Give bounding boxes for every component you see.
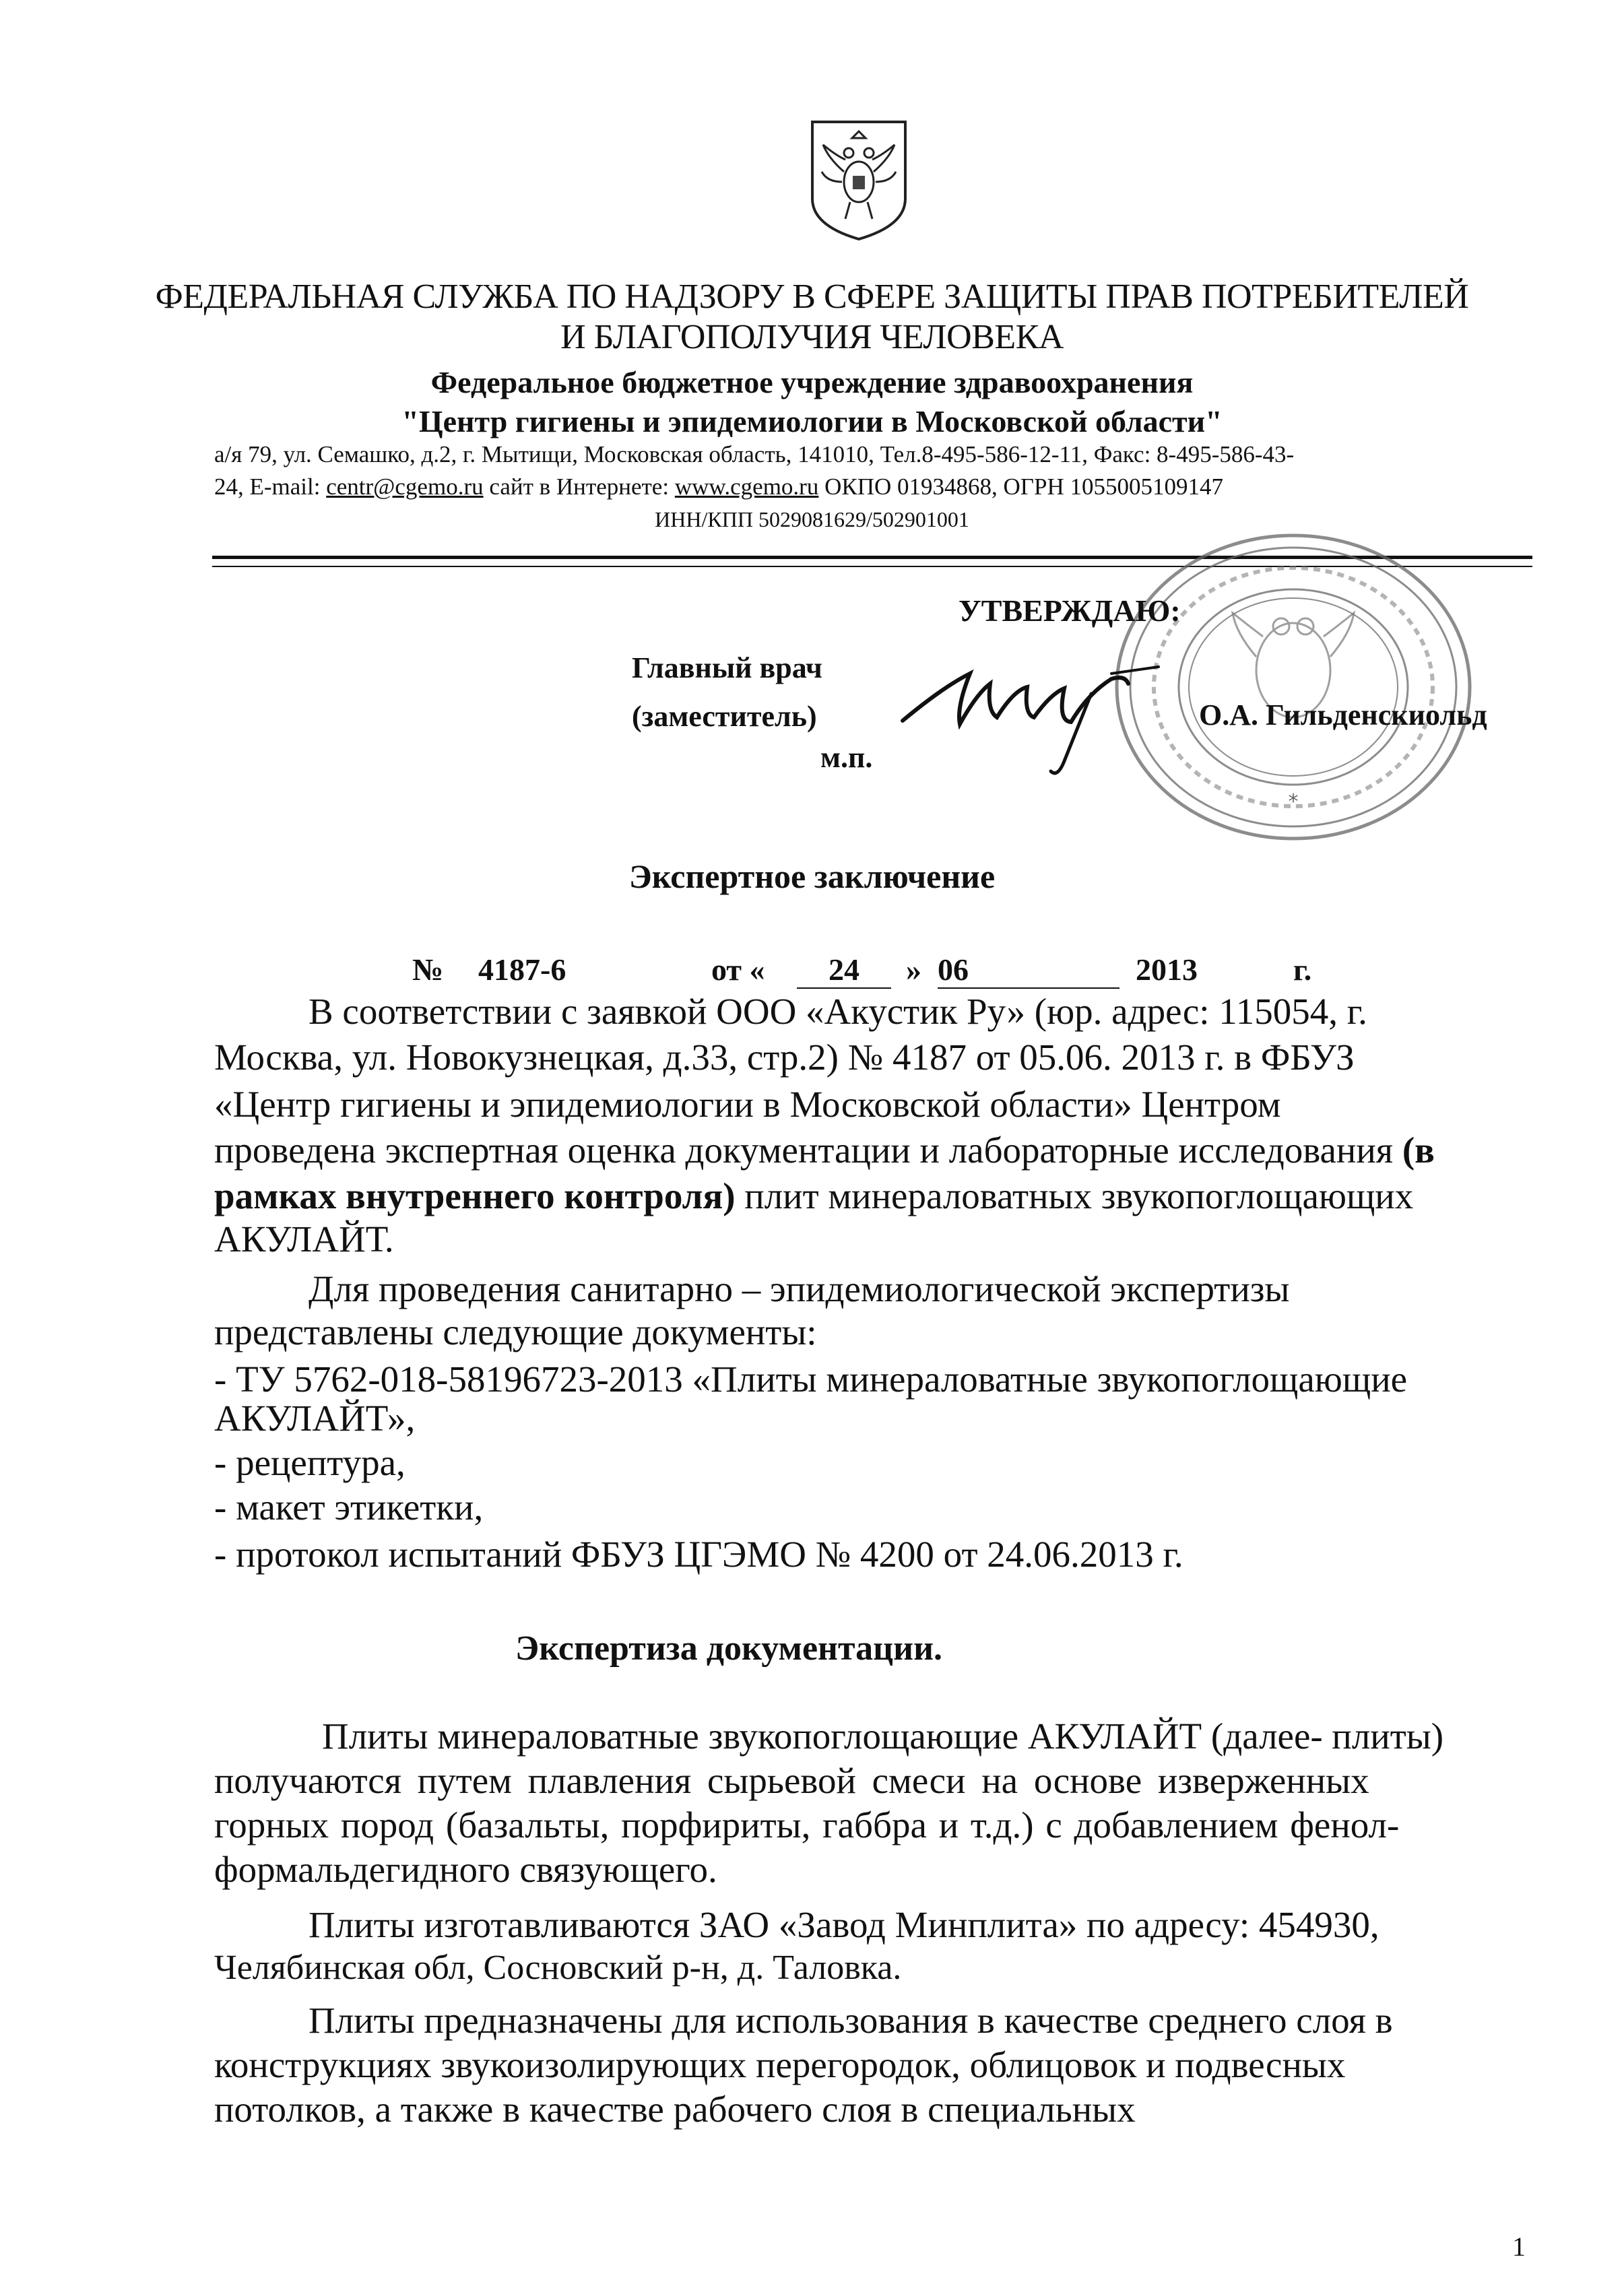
document-item-recipe: - рецептура, [214, 1442, 405, 1483]
website-link[interactable]: www.cgemo.ru [674, 473, 819, 500]
signer-name: О.А. Гильденскиольд [1199, 698, 1487, 731]
seal-label: м.п. [820, 741, 873, 774]
documents-intro-line1: Для проведения санитарно – эпидемиологической экспертизы [308, 1268, 1290, 1309]
institution-line2: "Центр гигиены и эпидемиологии в Московской области" [401, 404, 1223, 438]
expertise-p1-line2: получаются путем плавления сырьевой смеси на основе изверженных [214, 1760, 1369, 1801]
expertise-p3-line1: Плиты предназначены для использования в качестве среднего слоя в [308, 2000, 1393, 2041]
agency-name-line1: ФЕДЕРАЛЬНАЯ СЛУЖБА ПО НАДЗОРУ В СФЕРЕ ЗАЩИТЫ ПРАВ ПОТРЕБИТЕЛЕЙ [155, 277, 1469, 316]
intro-line4-bold: (в [1402, 1130, 1435, 1171]
expertise-p1-line1: Плиты минераловатные звукопоглощающие АКУЛАЙТ (далее- плиты) [322, 1716, 1444, 1757]
date-year-suffix: г. [1293, 952, 1312, 987]
intro-line6: АКУЛАЙТ. [214, 1218, 394, 1260]
svg-text:*: * [1288, 790, 1299, 814]
document-title: Экспертное заключение [628, 857, 996, 895]
russian-coat-of-arms-icon [808, 118, 909, 242]
position-line2: (заместитель) [632, 700, 817, 733]
expertise-p1-line4: формальдегидного связующего. [214, 1849, 717, 1890]
position-line1: Главный врач [632, 651, 822, 684]
agency-name-line2: И БЛАГОПОЛУЧИЯ ЧЕЛОВЕКА [560, 318, 1064, 356]
contact-line2-mid: сайт в Интернете: [483, 473, 675, 500]
date-day: 24 [797, 952, 891, 989]
contact-address: а/я 79, ул. Семашко, д.2, г. Мытищи, Московская область, 141010, Тел.8-495-586-12-11, Факс: 8-495-586-43- [214, 441, 1295, 467]
email-link[interactable]: centr@cgemo.ru [326, 473, 484, 500]
documents-intro-line2: представлены следующие документы: [214, 1311, 817, 1352]
contact-line2 [214, 471, 1514, 502]
intro-line4 [214, 1129, 1534, 1172]
institution-line1: Федеральное бюджетное учреждение здравоохранения [430, 365, 1194, 399]
expertise-p3-line3: потолков, а также в качестве рабочего слоя в специальных [214, 2089, 1136, 2130]
date-quote-close: » [906, 952, 921, 987]
date-year: 2013 [1136, 952, 1198, 987]
intro-line3: «Центр гигиены и эпидемиологии в Московской области» Центром [214, 1084, 1281, 1125]
document-item-tu-line2: АКУЛАЙТ», [214, 1398, 416, 1439]
date-month: 06 [938, 952, 1119, 989]
intro-line5-bold: рамках внутреннего контроля) [214, 1175, 736, 1216]
page-number: 1 [1512, 2231, 1526, 2262]
inn-kpp: ИНН/КПП 5029081629/502901001 [655, 507, 969, 531]
number-sign: № [412, 952, 444, 987]
intro-line1: В соответствии с заявкой ООО «Акустик Ру» (юр. адрес: 115054, г. [308, 991, 1367, 1032]
intro-line4-text: проведена экспертная оценка документации и лабораторные исследования [214, 1130, 1402, 1171]
expertise-p2-line1: Плиты изготавливаются ЗАО «Завод Минплита» по адресу: 454930, [308, 1904, 1379, 1945]
document-item-protocol: - протокол испытаний ФБУЗ ЦГЭМО № 4200 от 24.06.2013 г. [214, 1534, 1183, 1575]
contact-line2-suffix: ОКПО 01934868, ОГРН 1055005109147 [818, 473, 1224, 500]
intro-line5 [214, 1175, 1534, 1218]
document-number: 4187-6 [478, 952, 566, 987]
date-from: от « [711, 952, 765, 987]
document-item-tu-line1: - ТУ 5762-018-58196723-2013 «Плиты минераловатные звукопоглощающие [214, 1359, 1408, 1400]
contact-line2-prefix: 24, E-mail: [214, 473, 327, 500]
intro-line2: Москва, ул. Новокузнецкая, д.33, стр.2) № 4187 от 05.06. 2013 г. в ФБУЗ [214, 1037, 1355, 1078]
approve-label: УТВЕРЖДАЮ: [959, 593, 1181, 628]
expertise-p2-line2: Челябинская обл, Сосновский р-н, д. Таловка. [214, 1949, 902, 1987]
expertise-heading: Экспертиза документации. [515, 1629, 943, 1668]
expertise-p1-line3: горных пород (базальты, порфириты, габбра и т.д.) с добавлением фенол- [214, 1804, 1400, 1846]
document-item-label: - макет этикетки, [214, 1487, 484, 1528]
expertise-p3-line2: конструкциях звукоизолирующих перегородок, облицовок и подвесных [214, 2044, 1346, 2085]
handwritten-signature [889, 647, 1172, 781]
intro-line5-text: плит минераловатных звукопоглощающих [735, 1175, 1414, 1216]
